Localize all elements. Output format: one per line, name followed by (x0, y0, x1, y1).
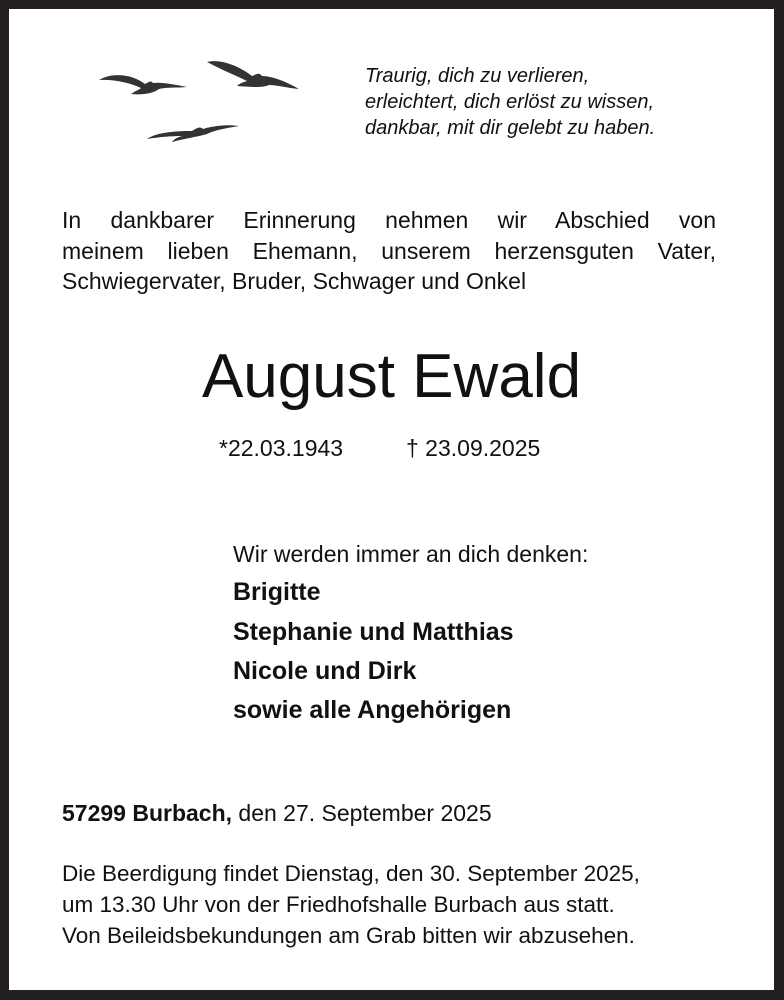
poem-line: erleichtert, dich erlöst zu wissen, (365, 91, 655, 113)
poem-line: Traurig, dich zu verlieren, (365, 65, 590, 87)
intro-line: Schwiegervater, Bruder, Schwager und Onkel (62, 268, 527, 294)
remembrance-text: Wir werden immer an dich denken: (233, 541, 589, 567)
bird-icon (207, 61, 299, 89)
death-date: † 23.09.2025 (406, 435, 541, 461)
deceased-name: August Ewald (201, 342, 582, 411)
intro-line: In dankbarer Erinnerung nehmen wir Abschied von (62, 207, 716, 233)
relative-name: Stephanie und Matthias (233, 618, 514, 646)
funeral-line: Von Beileidsbekundungen am Grab bitten wir abzusehen. (62, 923, 635, 948)
place-date-line (62, 800, 492, 827)
bird-icon (147, 125, 239, 142)
funeral-line: um 13.30 Uhr von der Friedhofshalle Burbach aus statt. (62, 892, 615, 917)
relative-name: Brigitte (233, 578, 321, 606)
place: 57299 Burbach, (62, 800, 233, 826)
relative-name: sowie alle Angehörigen (233, 696, 512, 724)
notice-date: den 27. September 2025 (238, 800, 492, 826)
birth-date: *22.03.1943 (219, 435, 344, 461)
poem-line: dankbar, mit dir gelebt zu haben. (365, 117, 656, 139)
intro-line: meinem lieben Ehemann, unserem herzensguten Vater, (62, 238, 716, 264)
seagulls-icon (97, 54, 307, 149)
funeral-line: Die Beerdigung findet Dienstag, den 30. September 2025, (62, 861, 640, 886)
relative-name: Nicole und Dirk (233, 657, 417, 685)
bird-icon (99, 75, 187, 94)
